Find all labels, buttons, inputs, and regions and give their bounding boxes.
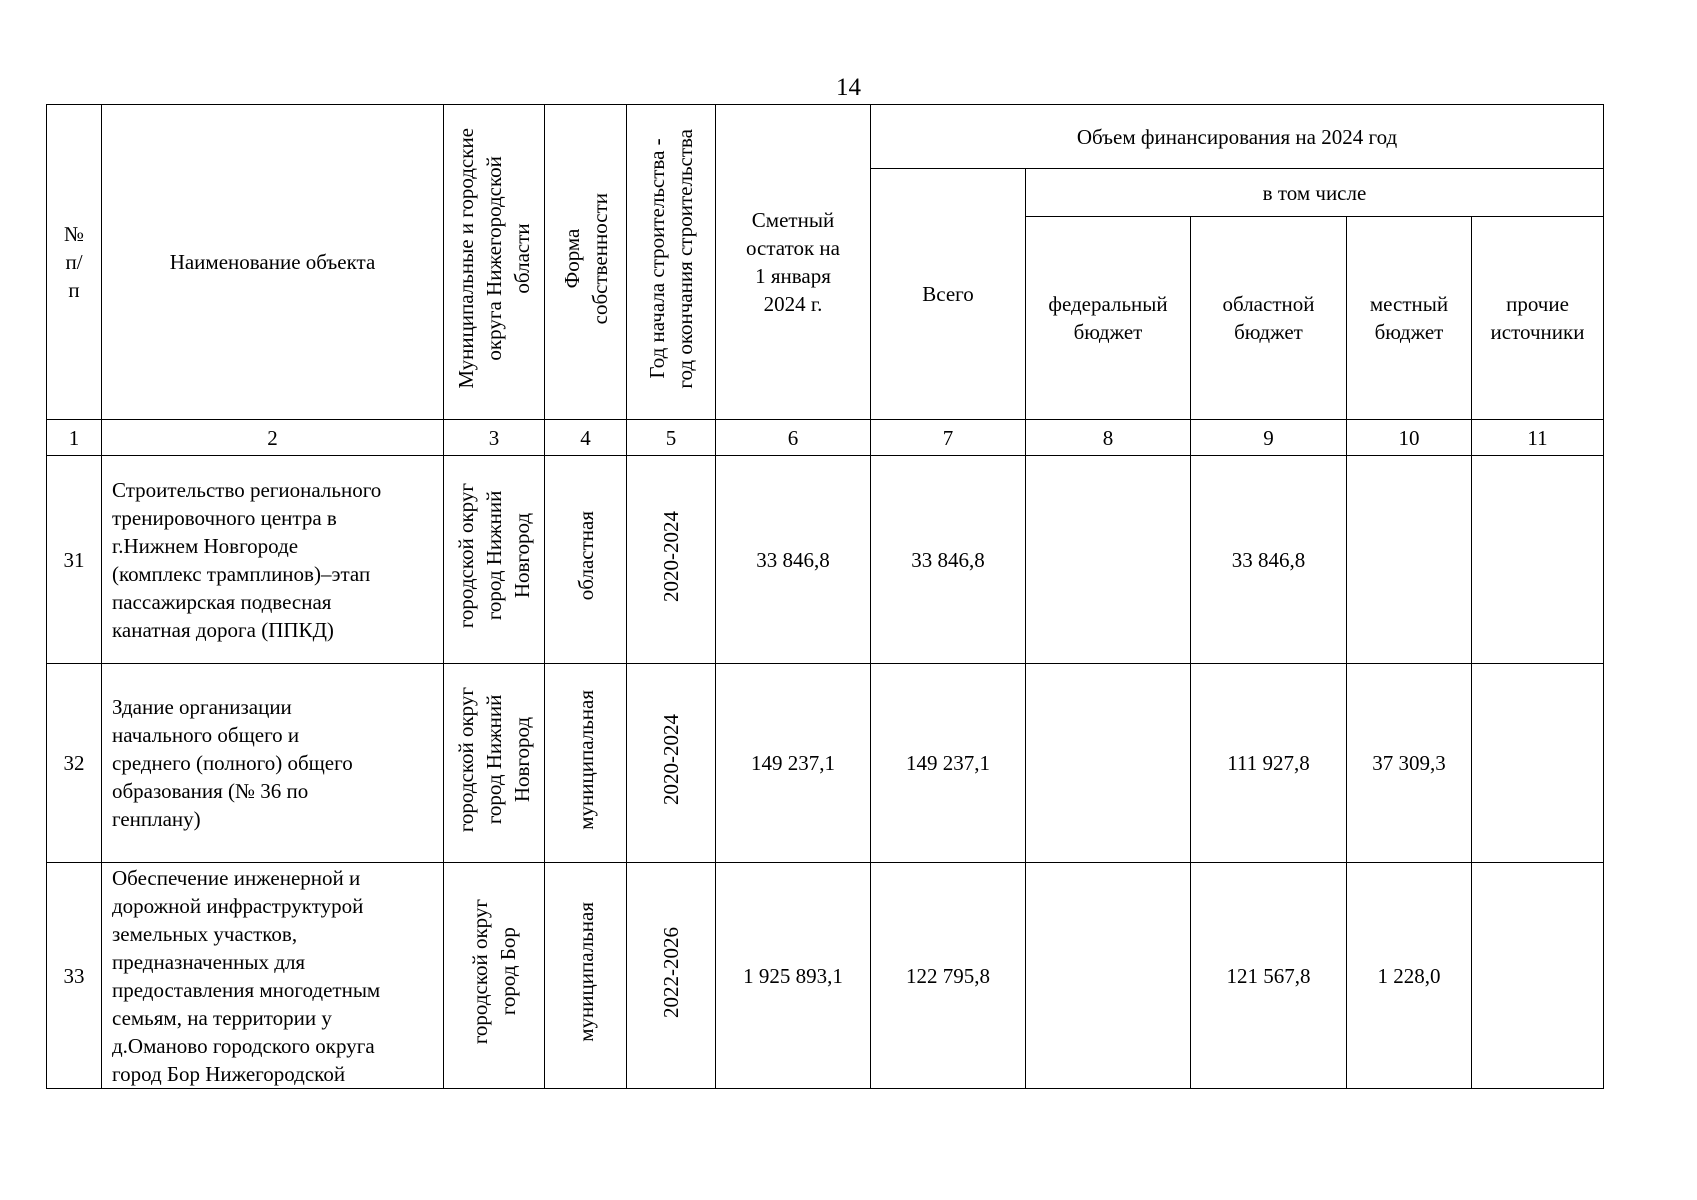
other-cell [1472,863,1604,1089]
total-cell: 33 846,8 [871,456,1026,664]
object-name: Обеспечение инженерной и дорожной инфраструктурой земельных участков, предназначенных для предоставления многодетным семьям, на территории у д.Оманово городского округа город Бор Нижегородской [102,863,444,1089]
ownership-cell: муниципальная [545,664,627,863]
header-including-group: в том числе [1026,169,1604,217]
local-cell: 37 309,3 [1347,664,1472,863]
other-cell [1472,456,1604,664]
header-funding-group: Объем финансирования на 2024 год [871,105,1604,169]
regional-cell: 121 567,8 [1191,863,1347,1089]
row-number: 32 [47,664,102,863]
column-number: 9 [1191,420,1347,456]
row-number: 33 [47,863,102,1089]
column-number: 7 [871,420,1026,456]
estimate-cell: 1 925 893,1 [716,863,871,1089]
municipality-cell: городской округ город Нижний Новгород [444,456,545,664]
estimate-cell: 149 237,1 [716,664,871,863]
column-number: 2 [102,420,444,456]
object-name: Здание организации начального общего и среднего (полного) общего образования (№ 36 по генплану) [102,664,444,863]
header-object-name: Наименование объекта [102,105,444,420]
total-cell: 149 237,1 [871,664,1026,863]
years-cell: 2020-2024 [627,664,716,863]
table-row [47,863,1604,1089]
municipality-cell: городской округ город Бор [444,863,545,1089]
column-number: 1 [47,420,102,456]
column-number: 8 [1026,420,1191,456]
object-name: Строительство регионального тренировочного центра в г.Нижнем Новгороде (комплекс трамплинов)–этап пассажирская подвесная канатная дорога (ППКД) [102,456,444,664]
column-numbers-row [47,420,1604,456]
years-cell: 2020-2024 [627,456,716,664]
regional-cell: 33 846,8 [1191,456,1347,664]
estimate-cell: 33 846,8 [716,456,871,664]
federal-cell [1026,664,1191,863]
municipality-cell: городской округ город Нижний Новгород [444,664,545,863]
header-other: прочие источники [1472,217,1604,420]
column-number: 11 [1472,420,1604,456]
header-total: Всего [871,169,1026,420]
header-ownership: Форма собственности [545,105,627,420]
column-number: 5 [627,420,716,456]
federal-cell [1026,456,1191,664]
column-number: 4 [545,420,627,456]
header-municipality: Муниципальные и городские округа Нижегородской области [444,105,545,420]
local-cell: 1 228,0 [1347,863,1472,1089]
regional-cell: 111 927,8 [1191,664,1347,863]
column-number: 6 [716,420,871,456]
header-years: Год начала строительства - год окончания строительства [627,105,716,420]
federal-cell [1026,863,1191,1089]
table-row [47,664,1604,863]
table-row [47,456,1604,664]
ownership-cell: областная [545,456,627,664]
column-number: 10 [1347,420,1472,456]
other-cell [1472,664,1604,863]
ownership-cell: муниципальная [545,863,627,1089]
header-federal: федеральный бюджет [1026,217,1191,420]
header-estimate: Сметный остаток на 1 января 2024 г. [716,105,871,420]
header-num: № п/ п [47,105,102,420]
header-regional: областной бюджет [1191,217,1347,420]
local-cell [1347,456,1472,664]
funding-table [46,104,1604,1089]
header-local: местный бюджет [1347,217,1472,420]
page-number: 14 [836,74,861,101]
header-row-1 [47,105,1604,169]
total-cell: 122 795,8 [871,863,1026,1089]
row-number: 31 [47,456,102,664]
column-number: 3 [444,420,545,456]
years-cell: 2022-2026 [627,863,716,1089]
